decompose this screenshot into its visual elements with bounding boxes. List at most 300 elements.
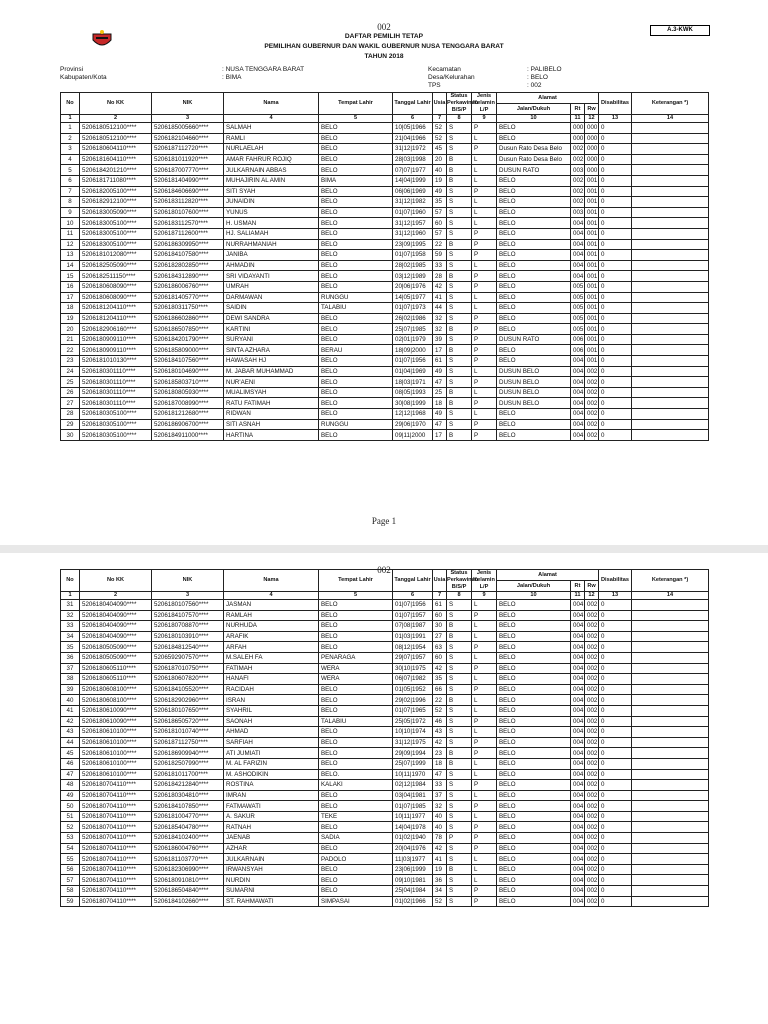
cell-no: 29: [61, 419, 80, 430]
header-alamat: Alamat: [497, 93, 599, 104]
table-row: [61, 886, 709, 897]
cell-usia: 49: [433, 409, 447, 420]
header-rw: Rw: [585, 104, 599, 115]
cell-jalan: BELO: [497, 737, 571, 748]
cell-rw: 002: [585, 886, 599, 897]
cell-status: B: [447, 864, 472, 875]
cell-tanggal-lahir: 10|11|1977: [393, 811, 433, 822]
cell-disabilitas: 0: [599, 769, 632, 780]
cell-tempat-lahir: SIMPASAI: [319, 896, 393, 907]
cell-jenis-kelamin: P: [472, 833, 497, 844]
cell-jenis-kelamin: P: [472, 780, 497, 791]
cell-rw: 002: [585, 600, 599, 611]
cell-tempat-lahir: BELO: [319, 843, 393, 854]
cell-no: 52: [61, 822, 80, 833]
cell-jenis-kelamin: P: [472, 313, 497, 324]
cell-usia: 25: [433, 387, 447, 398]
cell-tanggal-lahir: 31|12|1960: [393, 228, 433, 239]
cell-no: 43: [61, 727, 80, 738]
cell-no: 17: [61, 292, 80, 303]
cell-disabilitas: 0: [599, 631, 632, 642]
cell-nik: 5206180107600****: [152, 207, 224, 218]
cell-tanggal-lahir: 18|09|2000: [393, 345, 433, 356]
cell-tanggal-lahir: 20|04|1976: [393, 843, 433, 854]
cell-jenis-kelamin: P: [472, 281, 497, 292]
cell-jalan: BELO: [497, 292, 571, 303]
cell-disabilitas: 0: [599, 250, 632, 261]
cell-status: S: [447, 207, 472, 218]
cell-no: 23: [61, 356, 80, 367]
cell-usia: 22: [433, 695, 447, 706]
column-number: 4: [224, 115, 319, 123]
cell-nik: 5206180607820****: [152, 674, 224, 685]
cell-keterangan: [632, 652, 709, 663]
cell-keterangan: [632, 864, 709, 875]
cell-keterangan: [632, 886, 709, 897]
cell-tanggal-lahir: 31|12|1975: [393, 737, 433, 748]
column-number: 14: [632, 592, 709, 600]
cell-rw: 002: [585, 398, 599, 409]
cell-status: S: [447, 377, 472, 388]
cell-keterangan: [632, 345, 709, 356]
cell-tempat-lahir: BELO: [319, 430, 393, 441]
cell-keterangan: [632, 281, 709, 292]
cell-no-kk: 5206180704110****: [80, 811, 152, 822]
cell-no: 57: [61, 875, 80, 886]
table-row: [61, 716, 709, 727]
cell-jalan: BELO: [497, 123, 571, 134]
cell-rw: 001: [585, 292, 599, 303]
table-row: [61, 175, 709, 186]
cell-keterangan: [632, 356, 709, 367]
cell-status: S: [447, 186, 472, 197]
cell-rt: 004: [571, 356, 585, 367]
cell-disabilitas: 0: [599, 324, 632, 335]
cell-keterangan: [632, 123, 709, 134]
cell-jalan: BELO: [497, 684, 571, 695]
cell-jalan: BELO: [497, 769, 571, 780]
cell-jenis-kelamin: P: [472, 663, 497, 674]
cell-rw: 002: [585, 610, 599, 621]
table-row: [61, 695, 709, 706]
header-jalan: Jalan/Dukuh: [497, 104, 571, 115]
cell-no: 26: [61, 387, 80, 398]
cell-usia: 42: [433, 843, 447, 854]
cell-tempat-lahir: BELO: [319, 790, 393, 801]
cell-tanggal-lahir: 31|12|1957: [393, 218, 433, 229]
cell-tempat-lahir: BELO: [319, 737, 393, 748]
cell-keterangan: [632, 875, 709, 886]
cell-jalan: BELO: [497, 854, 571, 865]
cell-status: S: [447, 610, 472, 621]
column-number: 2: [80, 115, 152, 123]
column-number-row: [61, 592, 709, 600]
cell-status: S: [447, 260, 472, 271]
cell-usia: 33: [433, 260, 447, 271]
cell-usia: 52: [433, 896, 447, 907]
cell-nama: IRWANSYAH: [224, 864, 319, 875]
cell-no-kk: 5206181604110****: [80, 154, 152, 165]
cell-nama: SYAHRIL: [224, 705, 319, 716]
table-row: [61, 207, 709, 218]
cell-tanggal-lahir: 03|04|1981: [393, 790, 433, 801]
cell-no-kk: 5206180704110****: [80, 801, 152, 812]
cell-jalan: BELO: [497, 281, 571, 292]
cell-status: S: [447, 769, 472, 780]
cell-tempat-lahir: BELO: [319, 281, 393, 292]
cell-no-kk: 5206181012080****: [80, 250, 152, 261]
cell-status: S: [447, 281, 472, 292]
cell-status: S: [447, 409, 472, 420]
cell-usia: 32: [433, 313, 447, 324]
cell-jalan: BELO: [497, 758, 571, 769]
cell-status: S: [447, 303, 472, 314]
cell-no-kk: 5206182912100****: [80, 197, 152, 208]
cell-jenis-kelamin: L: [472, 133, 497, 144]
cell-jenis-kelamin: L: [472, 854, 497, 865]
cell-nik: 5206180104690****: [152, 366, 224, 377]
cell-nama: JULKARNAIN ABBAS: [224, 165, 319, 176]
column-number: 6: [393, 592, 433, 600]
cell-usia: 41: [433, 292, 447, 303]
cell-nama: AHMAD: [224, 727, 319, 738]
document-page-2: [0, 553, 768, 1024]
cell-no-kk: 5206181711080****: [80, 175, 152, 186]
cell-rw: 002: [585, 758, 599, 769]
cell-tempat-lahir: KALAKI: [319, 780, 393, 791]
cell-keterangan: [632, 334, 709, 345]
cell-jalan: BELO: [497, 822, 571, 833]
cell-tanggal-lahir: 01|07|1960: [393, 207, 433, 218]
cell-keterangan: [632, 716, 709, 727]
cell-rt: 004: [571, 674, 585, 685]
cell-no-kk: 5206180704110****: [80, 875, 152, 886]
table-row: [61, 218, 709, 229]
cell-rw: 000: [585, 144, 599, 155]
cell-nik: 5206592907570****: [152, 652, 224, 663]
cell-tempat-lahir: BELO: [319, 864, 393, 875]
cell-no-kk: 5206182505090****: [80, 260, 152, 271]
table-row: [61, 780, 709, 791]
cell-no-kk: 5206180605110****: [80, 663, 152, 674]
cell-nama: UMRAH: [224, 281, 319, 292]
cell-no: 10: [61, 218, 80, 229]
cell-tanggal-lahir: 06|06|1969: [393, 186, 433, 197]
table-row: [61, 705, 709, 716]
cell-tempat-lahir: BELO: [319, 886, 393, 897]
cell-tempat-lahir: BELO: [319, 875, 393, 886]
cell-status: S: [447, 652, 472, 663]
cell-disabilitas: 0: [599, 801, 632, 812]
cell-rw: 002: [585, 811, 599, 822]
cell-tanggal-lahir: 02|12|1984: [393, 780, 433, 791]
cell-nik: 5206184212840****: [152, 780, 224, 791]
cell-tanggal-lahir: 09|11|2000: [393, 430, 433, 441]
column-number: 10: [497, 115, 571, 123]
cell-no: 35: [61, 642, 80, 653]
cell-status: S: [447, 197, 472, 208]
cell-usia: 18: [433, 758, 447, 769]
cell-tempat-lahir: BELO: [319, 324, 393, 335]
header-nik: NIK: [152, 570, 224, 592]
table-row: [61, 674, 709, 685]
cell-disabilitas: 0: [599, 674, 632, 685]
cell-tanggal-lahir: 29|06|1970: [393, 419, 433, 430]
cell-no-kk: 5206180301110****: [80, 377, 152, 388]
cell-tempat-lahir: BELO: [319, 207, 393, 218]
cell-rw: 002: [585, 833, 599, 844]
cell-rw: 002: [585, 652, 599, 663]
cell-usia: 28: [433, 271, 447, 282]
cell-status: S: [447, 705, 472, 716]
cell-usia: 22: [433, 239, 447, 250]
table-row: [61, 387, 709, 398]
cell-jalan: DUSUN BELO: [497, 398, 571, 409]
cell-status: B: [447, 239, 472, 250]
cell-rw: 002: [585, 790, 599, 801]
cell-status: B: [447, 430, 472, 441]
cell-rw: 002: [585, 366, 599, 377]
cell-nama: RAMLI: [224, 133, 319, 144]
cell-status: B: [447, 748, 472, 759]
cell-no: 25: [61, 377, 80, 388]
cell-nama: AZHAR: [224, 843, 319, 854]
cell-usia: 20: [433, 154, 447, 165]
cell-keterangan: [632, 228, 709, 239]
cell-nama: A. SAKUR: [224, 811, 319, 822]
cell-nama: KARTINI: [224, 324, 319, 335]
cell-tanggal-lahir: 25|07|1999: [393, 758, 433, 769]
cell-jenis-kelamin: L: [472, 864, 497, 875]
cell-no-kk: 5206180909110****: [80, 334, 152, 345]
cell-nik: 5206187112720****: [152, 144, 224, 155]
cell-status: S: [447, 144, 472, 155]
header-alamat: Alamat: [497, 570, 599, 581]
cell-rw: 000: [585, 154, 599, 165]
cell-rw: 002: [585, 843, 599, 854]
cell-rt: 002: [571, 175, 585, 186]
cell-nik: 5206184606690****: [152, 186, 224, 197]
cell-usia: 42: [433, 663, 447, 674]
cell-disabilitas: 0: [599, 186, 632, 197]
cell-rt: 003: [571, 165, 585, 176]
cell-status: B: [447, 154, 472, 165]
cell-rt: 004: [571, 737, 585, 748]
cell-no: 18: [61, 303, 80, 314]
cell-rw: 001: [585, 281, 599, 292]
cell-tanggal-lahir: 18|03|1971: [393, 377, 433, 388]
column-number: 3: [152, 592, 224, 600]
page-footer: Page 1: [371, 516, 397, 526]
cell-no: 22: [61, 345, 80, 356]
cell-keterangan: [632, 324, 709, 335]
form-code-box: A.3-KWK: [650, 25, 710, 36]
cell-no-kk: 5206180610100****: [80, 737, 152, 748]
cell-nama: HAWASAH HJ: [224, 356, 319, 367]
voter-table-page-2: [60, 569, 709, 907]
cell-status: B: [447, 324, 472, 335]
cell-jenis-kelamin: L: [472, 387, 497, 398]
cell-nik: 5206182902960****: [152, 695, 224, 706]
cell-tanggal-lahir: 06|07|1982: [393, 674, 433, 685]
cell-keterangan: [632, 737, 709, 748]
cell-jalan: BELO: [497, 303, 571, 314]
cell-nik: 5206182802850****: [152, 260, 224, 271]
cell-nama: SRI VIDAYANTI: [224, 271, 319, 282]
cell-rw: 001: [585, 260, 599, 271]
cell-no: 45: [61, 748, 80, 759]
cell-keterangan: [632, 833, 709, 844]
cell-jenis-kelamin: P: [472, 324, 497, 335]
cell-jenis-kelamin: L: [472, 695, 497, 706]
cell-jenis-kelamin: P: [472, 610, 497, 621]
cell-no: 11: [61, 228, 80, 239]
cell-jalan: BELO: [497, 218, 571, 229]
cell-rt: 004: [571, 387, 585, 398]
table-row: [61, 239, 709, 250]
cell-rt: 004: [571, 377, 585, 388]
cell-rt: 004: [571, 811, 585, 822]
cell-rw: 001: [585, 334, 599, 345]
cell-tempat-lahir: BELO: [319, 822, 393, 833]
cell-jenis-kelamin: P: [472, 239, 497, 250]
cell-jenis-kelamin: P: [472, 228, 497, 239]
cell-status: S: [447, 642, 472, 653]
cell-nik: 5206187007770****: [152, 165, 224, 176]
cell-disabilitas: 0: [599, 207, 632, 218]
cell-tempat-lahir: BELO: [319, 387, 393, 398]
cell-no: 38: [61, 674, 80, 685]
cell-jalan: BELO: [497, 133, 571, 144]
cell-status: S: [447, 313, 472, 324]
cell-tempat-lahir: BELO: [319, 695, 393, 706]
cell-no-kk: 5206180505090****: [80, 652, 152, 663]
cell-rt: 004: [571, 896, 585, 907]
cell-disabilitas: 0: [599, 705, 632, 716]
cell-keterangan: [632, 144, 709, 155]
cell-disabilitas: 0: [599, 419, 632, 430]
cell-rt: 003: [571, 207, 585, 218]
cell-disabilitas: 0: [599, 218, 632, 229]
table-row: [61, 409, 709, 420]
cell-rw: 002: [585, 769, 599, 780]
cell-tempat-lahir: BELO: [319, 228, 393, 239]
cell-usia: 47: [433, 769, 447, 780]
column-number: 4: [224, 592, 319, 600]
cell-jalan: Dusun Rato Desa Belo: [497, 144, 571, 155]
desa-value: : BELO: [527, 74, 548, 81]
cell-tempat-lahir: BELO: [319, 600, 393, 611]
cell-no: 33: [61, 621, 80, 632]
cell-keterangan: [632, 260, 709, 271]
header-no: No: [61, 93, 80, 115]
cell-rt: 005: [571, 313, 585, 324]
cell-keterangan: [632, 811, 709, 822]
cell-jalan: BELO: [497, 324, 571, 335]
cell-jenis-kelamin: P: [472, 642, 497, 653]
cell-nik: 5206184105520****: [152, 684, 224, 695]
cell-status: B: [447, 695, 472, 706]
cell-nama: ATI JUMIATI: [224, 748, 319, 759]
cell-tanggal-lahir: 30|08|1999: [393, 398, 433, 409]
cell-tanggal-lahir: 14|04|1999: [393, 175, 433, 186]
cell-tempat-lahir: BELO: [319, 642, 393, 653]
cell-usia: 42: [433, 737, 447, 748]
header-tanggal-lahir: Tanggal Lahir: [393, 93, 433, 115]
cell-no-kk: 5206182906160****: [80, 324, 152, 335]
table-row: [61, 366, 709, 377]
table-row: [61, 186, 709, 197]
cell-tempat-lahir: TALABIU: [319, 716, 393, 727]
cell-no: 24: [61, 366, 80, 377]
cell-rt: 004: [571, 769, 585, 780]
table-row: [61, 875, 709, 886]
cell-jenis-kelamin: L: [472, 875, 497, 886]
cell-usia: 57: [433, 207, 447, 218]
cell-nama: NURLAELAH: [224, 144, 319, 155]
cell-usia: 47: [433, 377, 447, 388]
column-number: 12: [585, 115, 599, 123]
cell-status: B: [447, 621, 472, 632]
table-row: [61, 250, 709, 261]
cell-usia: 32: [433, 801, 447, 812]
cell-rw: 001: [585, 197, 599, 208]
cell-status: B: [447, 387, 472, 398]
cell-usia: 78: [433, 833, 447, 844]
cell-jalan: BELO: [497, 811, 571, 822]
cell-usia: 52: [433, 133, 447, 144]
cell-disabilitas: 0: [599, 197, 632, 208]
cell-nama: RACIDAH: [224, 684, 319, 695]
cell-jenis-kelamin: L: [472, 631, 497, 642]
cell-nama: JULKARNAIN: [224, 854, 319, 865]
header-usia: Usia: [433, 93, 447, 115]
cell-nik: 5206181405770****: [152, 292, 224, 303]
cell-tanggal-lahir: 08|05|1993: [393, 387, 433, 398]
cell-rw: 002: [585, 716, 599, 727]
table-row: [61, 324, 709, 335]
cell-status: S: [447, 822, 472, 833]
cell-nik: 5206180910810****: [152, 875, 224, 886]
cell-nik: 5206185005660****: [152, 123, 224, 134]
cell-nama: SURYANI: [224, 334, 319, 345]
cell-keterangan: [632, 197, 709, 208]
cell-status: B: [447, 165, 472, 176]
cell-no-kk: 5206180608100****: [80, 684, 152, 695]
table-row: [61, 600, 709, 611]
cell-nama: RATNAH: [224, 822, 319, 833]
cell-no-kk: 5206181010130****: [80, 356, 152, 367]
cell-tempat-lahir: TALABIU: [319, 303, 393, 314]
header-nama: Nama: [224, 570, 319, 592]
cell-tempat-lahir: BELO: [319, 356, 393, 367]
cell-usia: 19: [433, 864, 447, 875]
cell-rw: 002: [585, 705, 599, 716]
cell-jenis-kelamin: P: [472, 123, 497, 134]
cell-nik: 5206181011700****: [152, 769, 224, 780]
cell-rt: 004: [571, 600, 585, 611]
cell-jenis-kelamin: P: [472, 430, 497, 441]
cell-jalan: BELO: [497, 896, 571, 907]
cell-nama: ARAFIK: [224, 631, 319, 642]
cell-no-kk: 5206180704110****: [80, 854, 152, 865]
cell-jalan: BELO: [497, 271, 571, 282]
cell-jenis-kelamin: L: [472, 366, 497, 377]
cell-keterangan: [632, 218, 709, 229]
cell-disabilitas: 0: [599, 345, 632, 356]
cell-no-kk: 5206180704110****: [80, 822, 152, 833]
cell-tanggal-lahir: 20|06|1976: [393, 281, 433, 292]
